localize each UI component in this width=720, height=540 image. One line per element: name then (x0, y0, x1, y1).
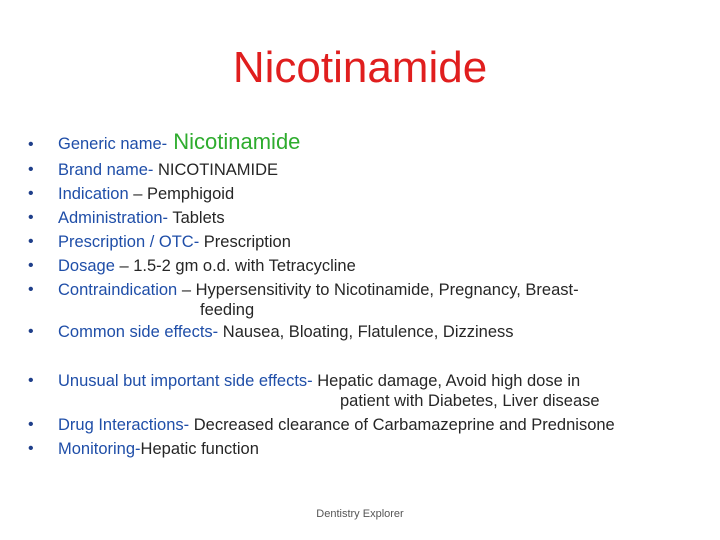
bullet-label: Dosage (58, 257, 115, 275)
bullet-value: Prescription (199, 233, 291, 251)
bullet-point-icon: • (28, 161, 34, 178)
bullet-value: Tablets (168, 209, 225, 227)
bullet-point-icon: • (28, 257, 34, 274)
bullet-point-icon: • (28, 136, 34, 153)
bullet-value: – Pemphigoid (128, 185, 235, 203)
footer-text: Dentistry Explorer (316, 508, 404, 520)
bullet-point-icon: • (28, 416, 34, 433)
bullet-value: Hepatic damage, Avoid high dose in (312, 372, 581, 390)
bullet-continuation: feeding (200, 301, 255, 319)
bullet-value: Nicotinamide (167, 129, 301, 154)
bullet-point-icon: • (28, 185, 34, 202)
bullet-value: – 1.5-2 gm o.d. with Tetracycline (114, 257, 356, 275)
bullet-label: Drug Interactions- (58, 416, 190, 434)
bullet-label: Generic name- (58, 135, 168, 153)
bullet-label: Common side effects- (58, 323, 219, 341)
bullet-value: Nausea, Bloating, Flatulence, Dizziness (218, 323, 514, 341)
bullet-continuation: patient with Diabetes, Liver disease (340, 392, 600, 410)
slide-title: Nicotinamide (232, 43, 488, 92)
bullet-value: – Hypersensitivity to Nicotinamide, Pregnancy, Breast- (177, 281, 579, 299)
bullet-label: Brand name- (58, 161, 154, 179)
bullet-point-icon: • (28, 281, 34, 298)
bullet-value: Decreased clearance of Carbamazeprine and Prednisone (189, 416, 615, 434)
bullet-label: Prescription / OTC- (58, 233, 200, 251)
bullet-point-icon: • (28, 209, 34, 226)
bullet-point-icon: • (28, 323, 34, 340)
bullet-label: Administration- (58, 209, 169, 227)
bullet-point-icon: • (28, 233, 34, 250)
bullet-label: Contraindication (58, 281, 178, 299)
bullet-label: Monitoring- (58, 440, 141, 458)
bullet-point-icon: • (28, 440, 34, 457)
bullet-value: NICOTINAMIDE (153, 161, 279, 179)
bullet-value: Hepatic function (140, 440, 259, 458)
bullet-point-icon: • (28, 372, 34, 389)
bullet-label: Unusual but important side effects- (58, 372, 313, 390)
bullet-label: Indication (58, 185, 129, 203)
